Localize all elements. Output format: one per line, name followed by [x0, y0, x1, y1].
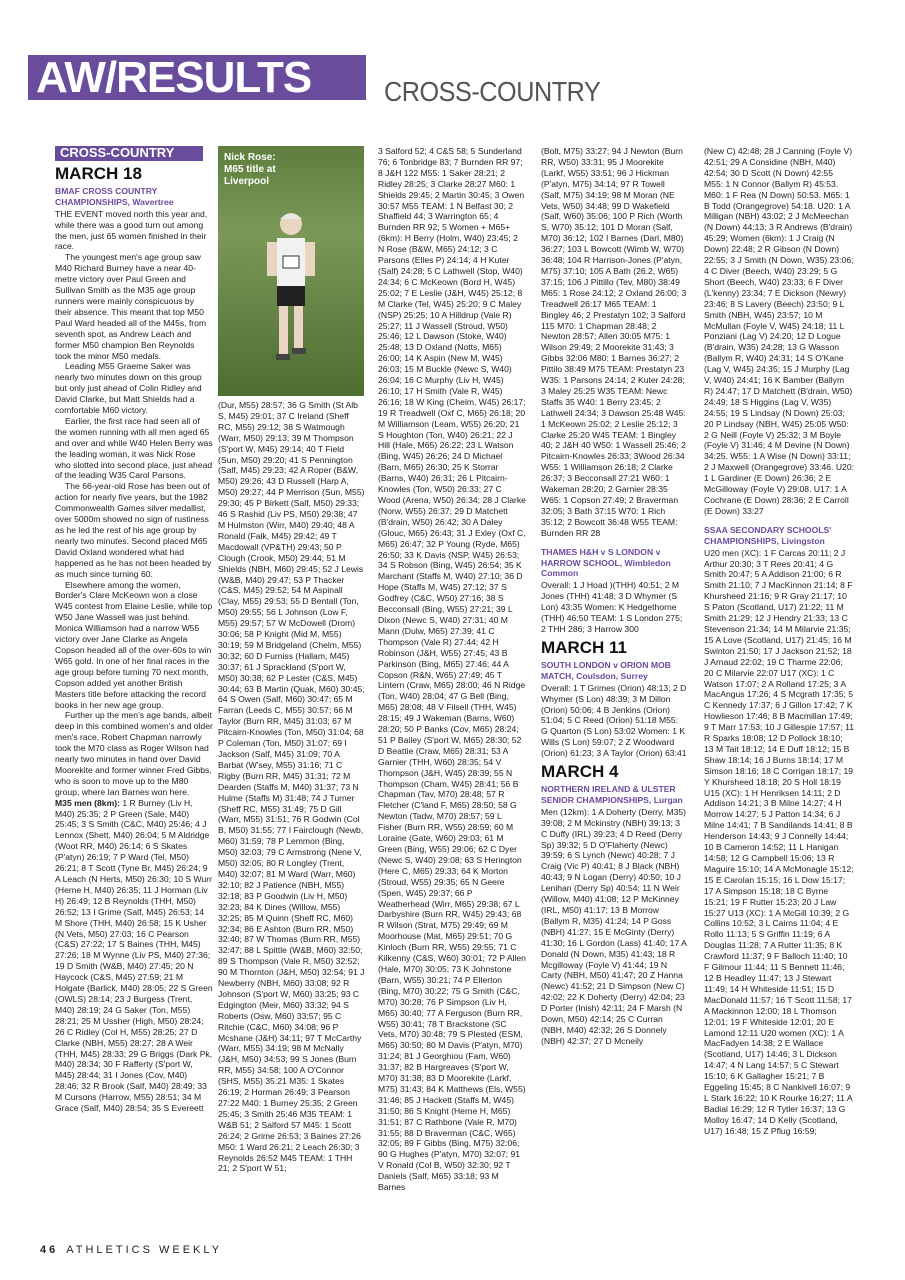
- section-title: CROSS-COUNTRY: [384, 76, 601, 107]
- article-paragraph: THE EVENT moved north this year and, while there was a good turn out among the men, just 65 women finished in their race.: [55, 208, 208, 252]
- runner-figure-icon: [261, 206, 321, 371]
- event-title: NORTHERN IRELAND & ULSTER SENIOR CHAMPIONSHIPS, Lurgan: [541, 784, 683, 805]
- column-2: [218, 400, 365, 1250]
- results-text: 3 Salford 52; 4 C&S 58; 5 Sunderland 76; 6 Tonbridge 83; 7 Burnden RR 97; 8 J&H 122 M55: 1 Saker 28:21; 2 Ridley 28:25; 3 Clarke 28:27 M60: 1 Shields 29:45; 2 Martin 30:45; 3 Owen 30:57 M55 TEAM: 1 N Belfast 30; 2 Shaffield 44; 3 Warrington 65; 4 Burnden RR 92; 5 Women + M65+ (6km): H Berry (Holm, W40) 23:45; 2 N Rose (B&W, M65) 24:12; 3 C Parsons (Elles P) 24:14; 4 H Kuter (Salf) 24:28; 5 C Lathwell (Stop, W40) 24:34; 6 C McKeown (Bord H, W45) 25:02; 7 E Leslie (J&H, W45) 25:12; 8 M Clarke (Tel, W45) 25:20; 9 C Maley (NSP) 25:25; 10 A Hilldrup (Vale R) 25:27; 11 J Wassell (Stroud, W50) 25:46; 12 L Dawson (Stoke, W40) 25:48; 13 D Oxland (Notts, M65) 26:00; 14 K Aspin (New M, W45) 26:03; 15 M Buckle (Newc S, W40) 26:04; 16 C Murphy (Liv H, W45) 26:10; 17 H Smith (Vale R, W45) 26:16; 18 W King (Chelm, W45) 26:17; 19 R Treadwell (Oxf C, M65) 26:18; 20 M Williamson (Leam, W55) 26:20; 21 S Houghton (Ton, W40) 26:21; 22 J Hill (Hale, M65) 26:22; 23 L Watson (Bing, W45) 26:26; 24 D Michael (Barn, M65) 26:30; 25 K Storrar (Barns, W40) 26:31; 26 L Pitcairn-Knowles (Ton, W50) 26:33; 27 C Wood (Arena, W50) 26:34; 28 J Clarke (Norw, W55) 26:37; 29 D Matchett (B'drain, W50) 26:42; 30 A Daley (Glouc, M65) 26:43; 31 J Exley (Oxf C, M65) 26:47; 32 P Young (Ryde, M65) 26:50; 33 K Davis (NSP, W45) 26:53; 34 S Robson (Bing, W45) 26:54; 35 K Marchant (Staffs M, W40) 27:10; 36 D Hope (Staffs M, W45) 27:12; 37 S Godfrey (C&C, W50) 27:16; 38 S Becconsall (Bing, W55) 27:21; 39 L Dixon (Newc S, W40) 27:31; 40 M Mann (Dulw, M65) 27:39; 41 C Thompson (Vale R) 27:44; 42 H Robinson (J&H, W55) 27:45; 43 B Parkinson (Bing, M65) 27:46; 44 A Copson (R&N, W65) 27:49; 45 T Lintern (Craw, M65) 28:00; 46 N Ridge (Ton, W40) 28:04; 47 G Bell (Bing, M65) 28:08; 48 V Filsell (THH, W45) 28:15; 49 J Wakeman (Barns, W60) 28:20; 50 P Banks (Cov, M65) 28:24; 51 P Bailey (S'port W, M65) 28:30; 52 D Beattie (Craw, M65) 28:31; 53 A Garnier (THH, W60) 28:35; 54 V Thompson (J&H, W45) 28:39; 55 N Thompson (Cham, W45) 28:41; 56 B Chapman (Tav, M70) 28:48; 57 R Fletcher (C'land F, M65) 28:50; 58 G Newton (Tadw, M70) 28:57; 59 L Fisher (Burn RR, W55) 28:59; 60 M Loraine (Gate, W60) 29:03; 61 M Green (Bing, W55) 29:06; 62 C Dyer (Newc S, W40) 29:08; 63 S Herington (Here C, M65) 29:33; 64 K Morton (Stroud, W55) 29:35; 65 N Geere (Spen, W45) 29:37; 66 P Weatherhead (Wirr, M65) 29:38; 67 L Darbyshire (Burn RR, W45) 29:43; 68 R Wilson (Strat, M75) 29:49; 69 M Moorhouse (Mat, M65) 29:51; 70 G Kinloch (Burn RR, W55) 29:55; 71 C Kilkenny (C&S, W60) 30:01; 72 P Allen (Hale, M70) 30:05; 73 K Johnstone (Barn, W55) 30:21; 74 P Ellerton (Bing, M70) 30:22; 75 G Smith (C&C, M70) 30:28; 76 P Simpson (Liv H, M65) 30:40; 77 A Ferguson (Burn RR, W55) 30:41; 78 T Brackstone (SC Vets, M70) 30:48; 79 S Plested (ESM, M65) 30:50; 80 M Davis (P'atyn, M70) 31:24; 81 J Georghiou (Fam, W60) 31:37; 82 B Hargreaves (S'port W, M70) 31:38; 83 D Moorekite (Larkf, M75) 31:43; 84 K Matthews (Els, W55) 31:46; 85 J Hackett (Staffs M, W45) 31:50; 86 S Knight (Herne H, M65) 31:51; 87 C Rathbone (Vale R, M70) 31:55; 88 D Braverman (C&C, W65) 32:05; 89 F Gibbs (Bing, M75) 32:06; 90 G Hughes (P'atyn, M70) 32:07; 91 V Ronald (Col B, W50) 32:30; 92 T Daniels (Salf, M65) 33:18; 93 M Barnes: [378, 146, 526, 1193]
- results-text: Men (12km): 1 A Doherty (Derry, M35) 39:08; 2 M Mckinstry (NBH) 39:13; 3 C Duffy (IRL) 39:23; 4 D Reed (Derry Sp) 39:32; 5 D O'Flaherty (Newc) 39:59; 6 S Lynch (Newc) 40:28; 7 J Craig (Vic P) 40:41; 8 J Black (NBH) 40:43; 9 N Logan (Derry) 40:50; 10 J Lenihan (Derry Sp) 40:54; 11 N Weir (Willow, M40) 41:08; 12 P McKinney (IRL, M50) 41:17; 13 B Morrow (Ballym R, M35) 41:24; 14 P Goss (NBH) 41:27; 15 E McGinty (Derry) 41:30; 16 L Gordon (Lass) 41:40; 17 A Donald (N Down, M35) 41:43; 18 R Mcgilloway (Foyle V) 41:44; 19 N Carty (NBH, M50) 41:47; 20 Z Hanna (Newc) 41:52; 21 D Simpson (New C) 42:02; 22 K Doherty (Derry) 42:04; 23 D Porter (Inish) 42:11; 24 F Marsh (N Down, M50) 42:14; 25 C Curran (NBH, M40) 42:32; 26 S Donnely (NBH) 42:37; 27 D Mcneily: [541, 806, 687, 1046]
- results-body: 1 R Burney (Liv H, M40) 25:35; 2 P Green (Sale, M40) 25:45; 3 S Smith (C&C, M40) 25:46; 4 J Lennox (Shett, M40) 26:04; 5 M Aldridge (Woot RR, M40) 26:14; 6 S Skates (P'atyn) 26:19; 7 P Ward (Tel, M50) 26:21; 8 T Scott (Tyne Br, M45) 26:24; 9 A Leach (N Herts, M50) 26:30; 10 S Wurr (Herne H, M40) 26:35; 11 J Horman (Liv H) 26:49; 12 B Reynolds (THH, M50) 26:52; 13 I Grime (Salf, M45) 26:53; 14 M Shore (THH, M40) 26:58; 15 K Usher (N Vets, M50) 27:03; 16 C Pearson (C&S) 27:22; 17 S Baines (THH, M45) 27:26; 18 M Wynne (Liv PS, M40) 27:36; 19 D Smith (W&B, M40) 27:45; 20 N Haycock (C&S, M45) 27:59; 21 M Holgate (Barlick, M40) 28:05; 22 S Green (OWLS) 28:14; 23 J Burgess (Trent, M40) 28:19; 24 G Saker (Ton, M55) 28:21; 25 M Ussher (High, M50) 28:24; 26 C Ridley (Col H, M55) 28:25; 27 D Clarke (NBH, M55) 28:27; 28 A Weir (THH, M45) 28:33; 29 G Briggs (Dark Pk, M40) 28:34; 30 F Rafferty (S'port W, M45) 28:44; 31 I Jones (Cov, M40) 28:46; 32 R Brook (Salf, M40) 28:49; 33 M Cursons (Harrow, M55) 28:51; 34 M Grace (Salf, M40) 28:54; 35 S Evereett: [55, 797, 213, 1114]
- article-paragraph: Earlier, the first race had seen all of the women running with all men aged 65 and over and while W40 Helen Berry was the leading woman, it was Nick Rose who slotted into second place, just ahead of the leading W35 Carol Parsons.: [55, 415, 213, 481]
- column-5: [704, 146, 854, 1250]
- results-label: M35 men (8km):: [55, 797, 120, 808]
- column-4: [541, 146, 687, 1250]
- event-title: SSAA SECONDARY SCHOOLS' CHAMPIONSHIPS, Livingston: [704, 524, 832, 546]
- results-text: [55, 798, 213, 1114]
- event-date: MARCH 11: [541, 637, 627, 657]
- magazine-name: ATHLETICS WEEKLY: [66, 1244, 223, 1256]
- event-title: SOUTH LONDON v ORION MOB MATCH, Coulsdon, Surrey: [541, 659, 671, 681]
- results-text: (New C) 42:48; 28 J Canning (Foyle V) 42:51; 29 A Considine (NBH, M40) 42:54; 30 D Scott (N Down) 42:55 M55: 1 N Connor (Ballym R) 45:53. M60: 1 F Rea (N Down) 50:53. M65: 1 B Todd (Orangegrove) 54:18. U20: 1 A Milligan (NBH) 43:02; 2 J McMeechan (N Down) 44:13; 3 R Andrews (B'drain) 45:29; Women (6km): 1 J Craig (N Down) 22:48; 2 R Gibson (N Down) 22:55; 3 J Smith (N Down, W35) 23:06; 4 C Diver (Beech, W40) 23:29; 5 G Short (Beech, W40) 23:33; 6 F Diver (L'kenny) 23:34; 7 E Dickson (Newry) 23:46; 8 S Lavery (Beech) 23:50; 9 L Smith (NBH, W45) 23:57; 10 M McMullan (Foyle V, W45) 24:18; 11 L Ponziani (Lag V) 24:20; 12 D Logue (B'drain, W35) 24:28; 13 G Wasson (Ballym R, W40) 24:31; 14 S O'Kane (Lag V, W45) 24:35; 15 J Murphy (Lag V, W40) 24:41; 16 K Bamber (Ballym R) 24:47; 17 D Matchett (B'drain, W50) 24:49; 18 S Higgins (Lag V, W35) 24:55; 19 S Lindsay (N Down) 25:03; 20 P Lindsay (NBH, W45) 25:05 W50: 2 G Neill (Foyle V) 25:32; 3 M Boyle (Foyle V) 31:46; 4 M Devine (N Down) 34:25. W55: 1 A Wise (N Down) 33:11; 2 J Maxwell (Orangegrove) 33:46. U20: 1 L Gardiner (E Down) 26:36; 2 E McGilloway (Foyle V) 29:08. U17: 1 A Cochrane (E Down) 28:36; 2 E Carroll (E Down) 33:27: [704, 146, 854, 516]
- runner-photo: [218, 146, 364, 396]
- results-text: U20 men (XC): 1 F Carcas 20:11; 2 J Arthur 20:30; 3 T Rees 20:41; 4 G Smith 20:47; 5 A Addison 21:00; 6 R Smith 21:10; 7 J MacKinnon 21:14; 8 F Khursheed 21:16; 9 R Gray 21:17; 10 S Paton (Scotland, U17) 21:22; 11 M Smith 21:29; 12 J Hendry 21:33; 13 C Stevenson 21:34; 14 M Milarvie 21:35; 15 A Love (Scotland, U17) 21:45; 16 M Swinton 21:50; 17 J Jackson 21:52; 18 J Arnaud 22:02; 19 C Tharme 22:06; 20 C Milarvie 22:07 U17 (XC): 1 C Watson 17:07; 2 A Rolland 17:25; 3 A MacAngus 17:26; 4 S Mcgrath 17:35; 5 C Kennedy 17:37; 6 J Gillon 17:42; 7 K Howlieson 17:46; 8 B Macmillan 17:49; 9 T Marr 17:53; 10 J Gillespie 17:57; 11 R Sparks 18:08; 12 D Pollock 18:10; 13 M Tait 18:12; 14 E Duff 18:12; 15 B Shaw 18:14; 16 J Burns 18:14; 17 M Simson 18:16; 18 C Corrigan 18:17; 19 Y Khursheed 18:18; 20 S Holl 18:19 U15 (XC): 1 H Henriksen 14:11; 2 D Addison 14:21; 3 B Milne 14:27; 4 H Morrow 14:27; 5 J Patton 14:34; 6 J Milne 14:41; 7 B Sandilands 14:41; 8 B Henderson 14:43; 9 J Connelly 14:44; 10 B Cameron 14:52; 11 L Hanigan 14:58; 12 G Campbell 15:06; 13 R Maguire 15:10; 14 A McMonagle 15:12; 15 E Carolan 15:15; 16 L Dow 15:17; 17 A Simpson 15:18; 18 C Byrne 15:21; 19 F Rutter 15:23; 20 J Law 15:27 U13 (XC): 1 A McGill 10:39; 2 G Collins 10:52; 3 L Cairns 11:04; 4 E Rollo 11:13; 5 S Griffin 11:19; 6 A Douglas 11:28; 7 A Rutter 11:35; 8 K Crawford 11:37; 9 F Balloch 11:40; 10 F Gilmour 11:44; 11 S Bennett 11:46; 12 B Headley 11:47; 13 J Stewart 11:49; 14 H Whiteside 11:51; 15 D MacDonald 11:57; 16 T Scott 11:58; 17 A Mackinnon 12:00; 18 L Thomson 12:01; 19 F Whiteside 12:01; 20 E Lamond 12:11 U20 women (XC): 1 A MacFadyen 14:38; 2 E Wallace (Scotland, U17) 14:46; 3 L Dickson 14:47; 4 N Lang 14:57; 5 C Stewart 15:10; 6 K Gallagher 15:21; 7 B Eggeling 15:45; 8 C Nankivell 16:07; 9 L Stark 16:22; 10 K Rourke 16:27; 11 A Badial 16:29; 12 R Tytler 16:37; 13 G Molloy 16:47; 14 D Kelly (Scotland, U17) 16:48; 15 Z Pflug 16:59;: [704, 547, 854, 1136]
- photo-caption: Nick Rose: M65 title at Liverpool: [224, 152, 276, 187]
- article-paragraph: The youngest men's age group saw M40 Richard Burney have a near 40-metre victory over Paul Green and Sullivan Smith as the M35 age group runners were mainly conspicuous by their absence. This meant that top M50 Paul Ward headed all of the M45s, from seventh spot, as Andrew Leach and former M50 champion Ben Reynolds took the minor M50 medals.: [55, 252, 207, 361]
- page-number: 46: [40, 1244, 59, 1256]
- results-text: Overall: 1 J Hoad )(THH) 40:51; 2 M Jones (THH) 41:48; 3 D Whymer (S Lon) 43:35 Women: K Hedgethorne (THH) 46:50 TEAM: 1 S London 275; 2 THH 286; 3 Harrow 300: [541, 580, 683, 634]
- category-label: CROSS-COUNTRY: [55, 146, 203, 161]
- event-date: MARCH 4: [541, 762, 619, 782]
- results-text: (Dur, M55) 28:57; 36 G Smith (St Alb S, M45) 29:01; 37 C Ireland (Sheff RC, M55) 29:12; 38 S Watmough (Warr, M50) 29:13; 39 M Thompson (S'port W, M45) 29:14; 40 T Field (Sun, M50) 29:20; 41 S Pennington (Salf, M45) 29:23; 42 A Roper (B&W, M50) 29:26; 43 D Russell (Harp A, M50) 29:27; 44 P Merrison (Sun, M55) 29:30; 45 P Birkett (Salf, M50) 29:33; 46 S Rashid (Liv PS, M50) 29:38; 47 M Hulmston (Wirr, M40) 29:40; 48 A Ronald (Falk, M45) 29:42; 49 T Macdowall (VP&TH) 29:43; 50 P Clough (Crook, M50) 29:44; 51 M Shields (NBH, M60) 29:45; 52 J Lewis (W&B, M40) 29:47; 53 P Thacker (C&S, M45) 29:52; 54 M Aspinall (Clay, M55) 29:53; 55 D Bentall (Ton, M50) 29:55; 56 L Johnson (Low F, M55) 29:57; 57 W McDowell (Drom) 30:06; 58 P Knight (Mid M, M55) 30:19; 59 M Bridgeland (Chelm, M55) 30:32; 60 D Furniss (Hallam, M45) 30:37; 61 J Sprackland (S'port W, M50) 30:38; 62 P Lester (C&S, M45) 30:44; 63 B Martin (Quak, M60) 30:45; 64 S Owen (Salf, M60) 30:47; 65 M Farran (Leeds C, M55) 30:57; 66 M Taylor (Burn RR, M45) 31:03; 67 M Pitcairn-Knowles (Ton, M50) 31:04; 68 P Coleman (Ton, M50) 31:07; 69 I Jackson (Salf, M45) 31:09; 70 A Barbat (W'sey, M55) 31:16; 71 C Rigby (Burn RR, M45) 31:31; 72 M Dearden (Staffs M, M40) 31:37; 73 N Hulme (Staffs M) 31:48; 74 J Turner (Sheff RC, M55) 31:49; 75 D Gill (Warr, M55) 31:51; 76 R Godwin (Col B, M50) 31:55; 77 I Fairclough (Newb, M60) 31:59; 78 P Lemmon (Bing, M50) 32:03; 79 C Armstrong (Nene V, M50) 32:05; 80 R Longley (Trent, M40) 32:07; 81 M Ward (Warr, M60) 32:10; 82 J Patience (NBH, M55) 32:18; 83 P Goodwin (Liv H, M50) 32:23; 84 K Dines (Willow, M55) 32:25; 85 M Quinn (Sheff RC, M60) 32:34; 86 E Ashton (Burn RR, M50) 32:40; 87 W Thomas (Burn RR, M55) 32:47; 88 L Spittle (W&B, M60) 32:50; 89 S Thompson (Vale R, M50) 32:52; 90 M Thornton (J&H, M50) 32:54; 91 J Newberry (NBH, M60) 33:08; 92 R Johnson (S'port W, M60) 33:25; 93 C Edgington (Meir, M60) 33:32; 94 S Roberts (Osw, M60) 33:57; 95 C Ritchie (C&C, M60) 34:08; 96 P Mcshane (J&H) 34:11; 97 T McCarthy (Warr, M55) 34:19; 98 M McNally (J&H, M50) 34:53; 99 S Jones (Burn RR, M55) 34:58; 100 A O'Connor (SHS, M55) 35:21 M35: 1 Skates 26:19; 2 Horman 26:49; 3 Pearson 27:22 M40: 1 Burney 25:35; 2 Green 25:45; 3 Smith 25:46 M35 TEAM: 1 W&B 51; 2 Salford 57 M45: 1 Scott 26:24; 2 Grime 26:53; 3 Baines 27:26 M50: 1 Ward 26:21; 2 Leach 26:30; 3 Reynolds 26:52 M45 TEAM: 1 THH 21; 2 S'port W 51;: [218, 400, 365, 1174]
- article-paragraph: Leading M55 Graeme Saker was nearly two minutes down on this group but only just ahead of Colin Ridley and David Clarke, but Matt Shields had a comfortable M60 victory.: [55, 361, 202, 416]
- results-text: (Bolt, M75) 33:27; 94 J Newton (Burn RR, W50) 33:31; 95 J Moorekite (Larkf, W55) 33:51; 96 J Hickman (P'atyn, M75) 34:14; 97 R Towell (Salf, M75) 34:19; 98 M Moran (NE Vets, W50) 34:48; 99 D Wakefield (Salf, W60) 35:06; 100 P Rich (Worth S, W70) 35:12; 101 D Moran (Salf, M70) 36:12; 102 I Barnes (Darl, M80) 36:27; 103 L Bowcott (Wimb W, W70) 36:48; 104 R Harrison-Jones (P'atyn, M75) 37:10; 105 A Bath (26.2, W65) 37:15; 106 J Pittillo (Tev, M80) 38:49 M65: 1 Rose 24:12; 2 Oxland 26:00; 3 Treadwell 26:17 M65 TEAM: 1 Bingley 46; 2 Prestatyn 102; 3 Salford 115 M70: 1 Chapman 28:48; 2 Newton 28:57; Allen 30:05 M75: 1 Wilson 29:49; 2 Moorekite 31:43; 3 Gibbs 32:06 M80: 1 Barnes 36:27; 2 Pittilo 38:49 M75 TEAM: Prestatyn 23 W35: 1 Parsons 24:14; 2 Kuter 24:28; 3 Maley 25:25 W35 TEAM: Newc Staffs 35 W40: 1 Berry 23:45; 2 Lathwell 24:34; 3 Dawson 25:48 W45: 1 McKeown 25:02; 2 Leslie 25:12; 3 Clarke 25:20 W45 TEAM: 1 Bingley 40; 2 J&H 40 W50: 1 Wassell 25:46; 2 Pitcairn-Knowles 26:33; 3Wood 26:34 W55: 1 Williamson 26:18; 2 Clarke 26:37; 3 Becconsall 27:21 W60: 1 Wakeman 28:20; 2 Garnier 28:35 W65: 1 Copson 27:49; 2 Braverman 32:05; 3 Bath 37:15 W70: 1 Rich 35:12; 2 Bowcott 36:48 W55 TEAM: Burnden RR 28: [541, 146, 687, 538]
- column-1: [55, 146, 213, 1250]
- results-text: Overall: 1 T Grimes (Orion) 48:13; 2 D Whymer (S Lon) 48:39; 3 M Dillon (Orion) 50:06; 4 B Jenkins (Orion) 51:04; 5 C Reed (Orion) 51:18 M55: G Quarton (S Lon) 53:02 Women: 1 K Wills (S Lon) 59:07; 2 Z Woodward (Orion) 61:23; 3 A Taylor (Orion) 63:41: [541, 682, 687, 759]
- event-date: MARCH 18: [55, 163, 142, 183]
- article-paragraph: The 66-year-old Rose has been out of action for nearly five years, but the 1982 Commonwealth Games silver medallist, over 5000m showed no sign of rustiness as he led the rest of his age group by nearly two minutes. Second placed M65 David Oxland wondered what had happened as he has not been headed by as much since turning 60.: [55, 481, 212, 579]
- article-paragraph: Further up the men's age bands, albeit deep in this combined women's and older men's race, Robert Chapman narrowly took the M70 class as Roger Wilson had nearly two minutes in hand over David Moorekite and former winner Fred Gibbs, who is soon to move up to the M80 group, where Ian Barnes won here.: [55, 710, 213, 797]
- article-paragraph: Elsewhere among the women, Border's Clare McKeown won a close W45 contest from Elaine Leslie, while top W50 Jane Wassell was just behind. Monica Williamson had a narrow W55 victory over Jane Clarke as Angela Copson headed all of the over-60s to win W65 gold. In one of her final races in the age group before turning 70 next month, Copson added yet another British Masters title before attacking the record books in her new age group.: [55, 579, 213, 710]
- masthead-logo: AW/RESULTS: [28, 55, 366, 100]
- event-title: THAMES H&H v S LONDON v HARROW SCHOOL, Wimbledon Common: [541, 546, 671, 579]
- column-3: [378, 146, 526, 1250]
- event-title: BMAF CROSS COUNTRY CHAMPIONSHIPS, Wavertree: [55, 185, 174, 207]
- page-footer: [40, 1244, 222, 1256]
